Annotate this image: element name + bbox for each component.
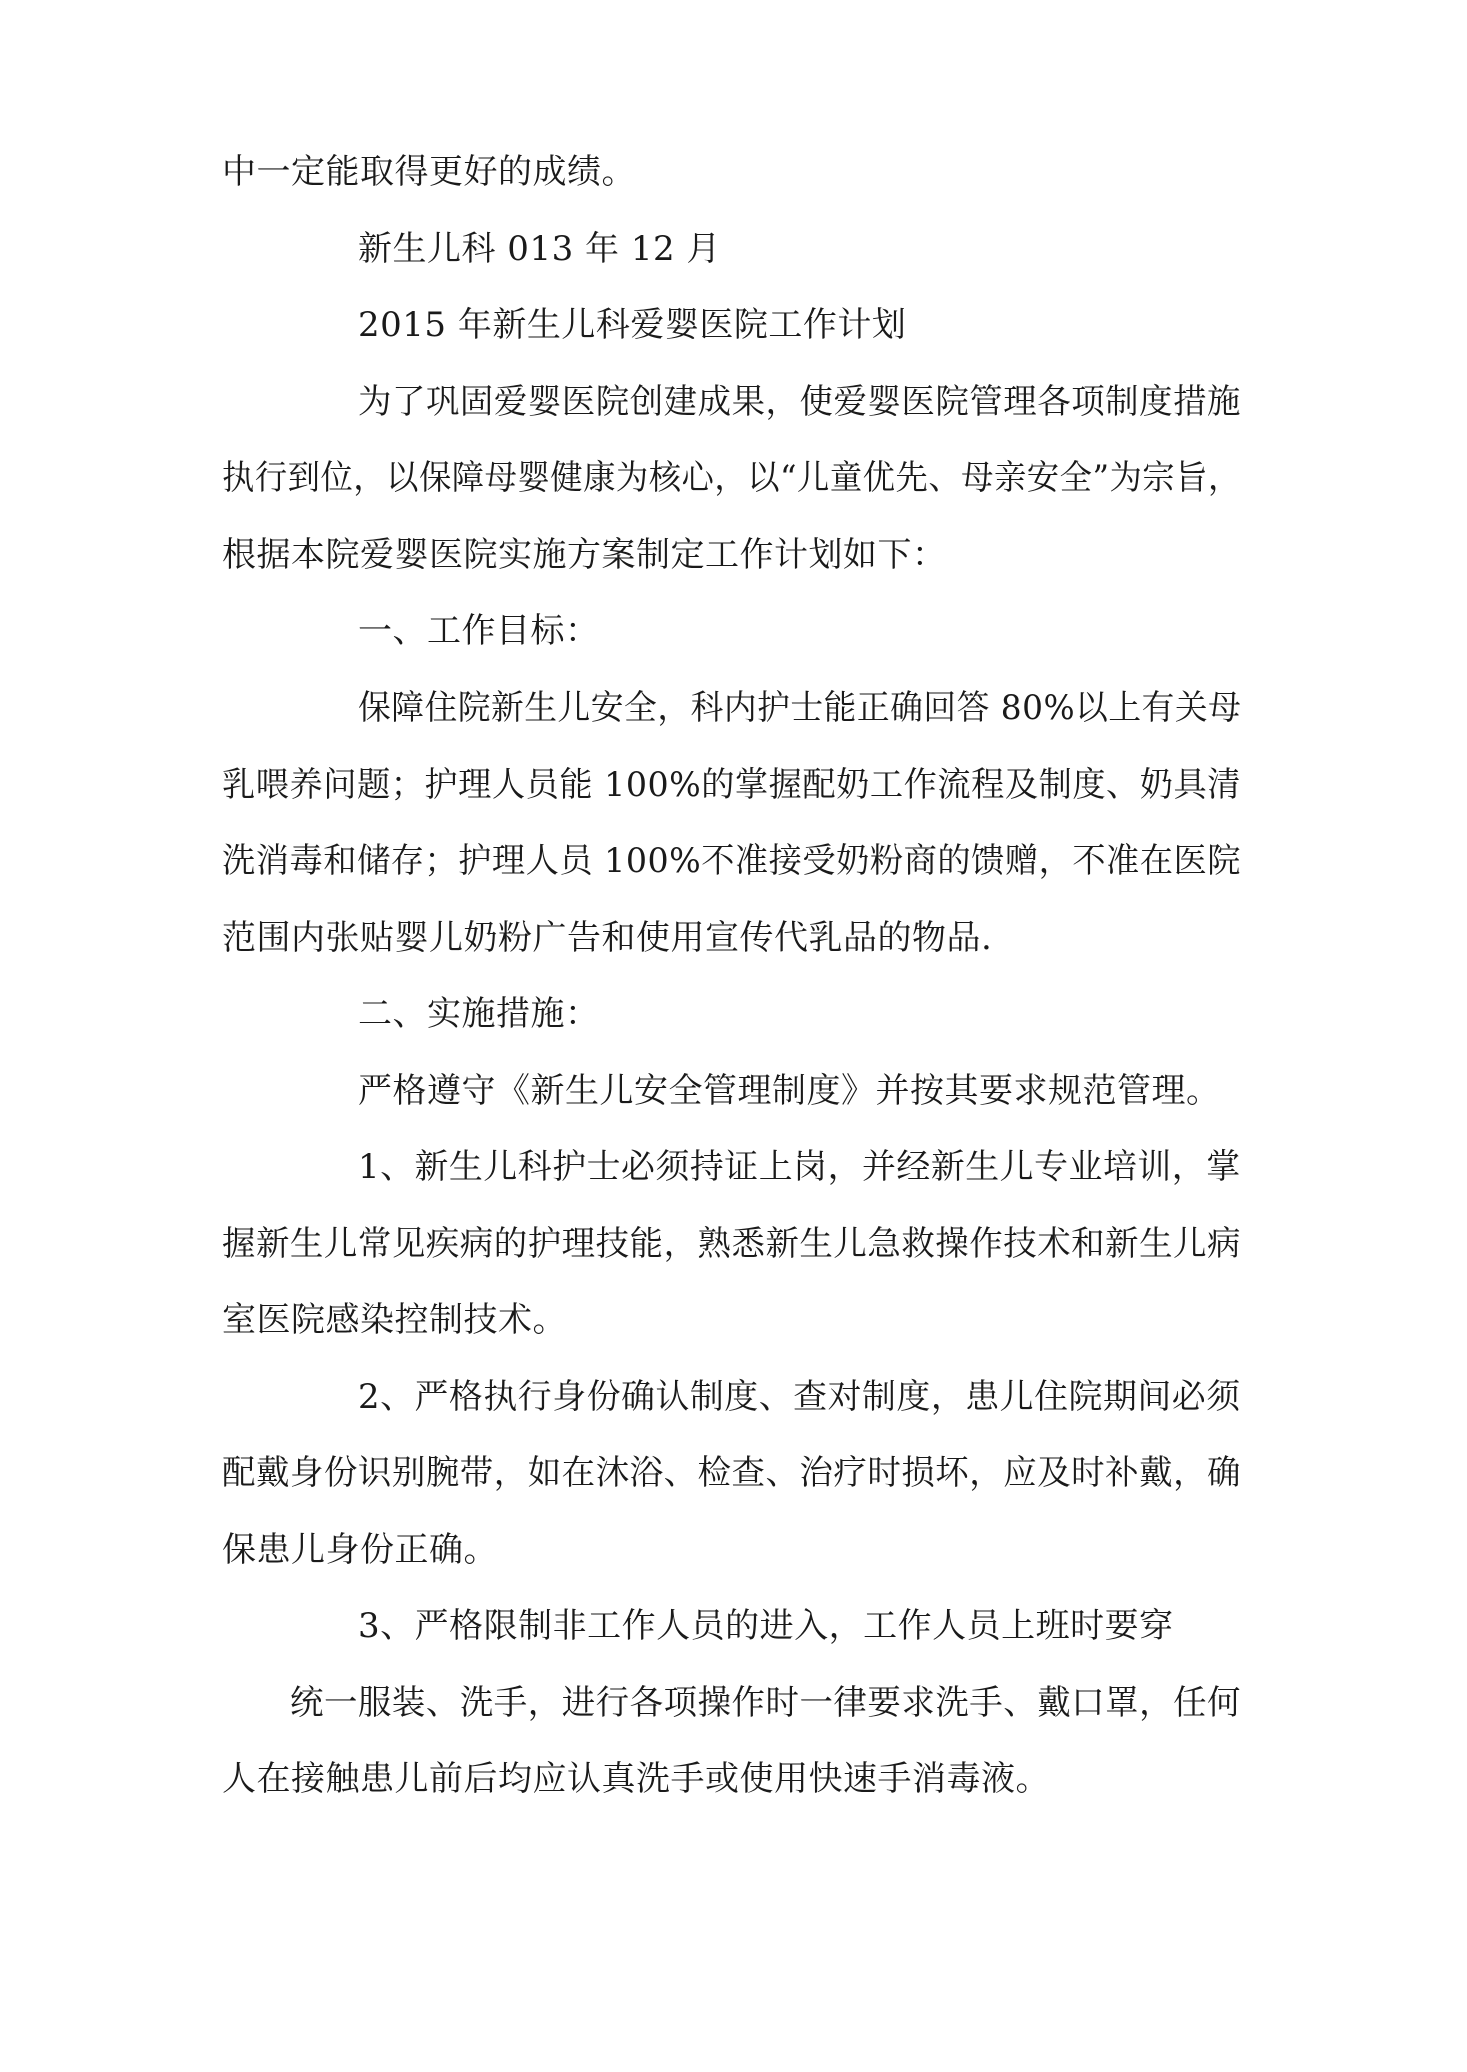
- document-title: 2015 年新生儿科爱婴医院工作计划: [358, 305, 907, 345]
- text-line: 根据本院爱婴医院实施方案制定工作计划如下：: [222, 535, 947, 575]
- text-line: 1、新生儿科护士必须持证上岗，并经新生儿专业培训，掌: [358, 1147, 1241, 1187]
- text-line: 人在接触患儿前后均应认真洗手或使用快速手消毒液。: [222, 1759, 1050, 1799]
- text-line: 新生儿科 013 年 12 月: [358, 229, 721, 269]
- text-line: 2、严格执行身份确认制度、查对制度，患儿住院期间必须: [358, 1377, 1241, 1417]
- text-line: 严格遵守《新生儿安全管理制度》并按其要求规范管理。: [358, 1071, 1221, 1111]
- text-line: 配戴身份识别腕带，如在沐浴、检查、治疗时损坏，应及时补戴，确: [222, 1453, 1241, 1493]
- text-line: 中一定能取得更好的成绩。: [222, 152, 636, 192]
- text-line: 为了巩固爱婴医院创建成果，使爱婴医院管理各项制度措施: [358, 382, 1241, 422]
- text-line: 保患儿身份正确。: [222, 1530, 498, 1570]
- text-line: 执行到位，以保障母婴健康为核心，以“儿童优先、母亲安全”为宗旨，: [222, 458, 1241, 498]
- text-line: 统一服装、洗手，进行各项操作时一律要求洗手、戴口罩，任何: [290, 1683, 1241, 1723]
- text-line: 保障住院新生儿安全，科内护士能正确回答 80%以上有关母: [358, 688, 1242, 728]
- text-line: 室医院感染控制技术。: [222, 1300, 567, 1340]
- text-line: 握新生儿常见疾病的护理技能，熟悉新生儿急救操作技术和新生儿病: [222, 1224, 1241, 1264]
- text-line: 3、严格限制非工作人员的进入，工作人员上班时要穿: [358, 1606, 1174, 1646]
- section-heading: 一、工作目标：: [358, 611, 600, 651]
- section-heading: 二、实施措施：: [358, 994, 600, 1034]
- text-line: 洗消毒和储存；护理人员 100%不准接受奶粉商的馈赠，不准在医院: [222, 841, 1242, 881]
- text-line: 范围内张贴婴儿奶粉广告和使用宣传代乳品的物品.: [222, 918, 993, 958]
- text-line: 乳喂养问题；护理人员能 100%的掌握配奶工作流程及制度、奶具清: [222, 765, 1242, 805]
